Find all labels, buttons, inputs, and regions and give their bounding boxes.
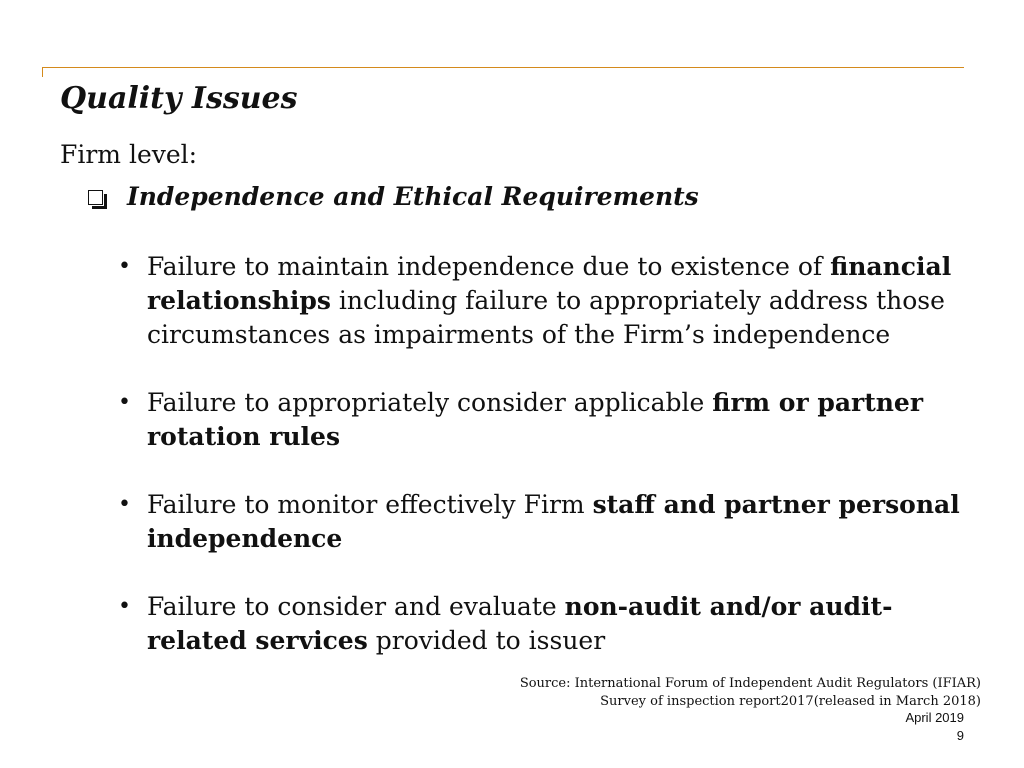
bullet-item (118, 250, 988, 352)
bullet-dot-icon: • (118, 254, 131, 279)
divider-corner-tick (42, 67, 43, 77)
bullet-text-part: Failure to monitor effectively Firm (147, 490, 593, 519)
title-divider-line (42, 67, 964, 68)
bullet-text-part: including failure to appropriately address those circumstances as impairments of the Firm’s independence (147, 286, 945, 349)
bullet-item (118, 590, 988, 658)
bullet-text-bold: non-audit and/or audit-related services (147, 592, 893, 655)
bullet-item (118, 386, 988, 454)
subheading-text: Independence and Ethical Requirements (127, 182, 699, 211)
bullet-dot-icon: • (118, 594, 131, 619)
subheading (88, 180, 699, 214)
source-line: Survey of inspection report2017(released in March 2018) (600, 694, 981, 709)
source-line: Source: International Forum of Independent Audit Regulators (IFIAR) (519, 676, 981, 691)
intro-label: Firm level: (60, 140, 198, 169)
bullet-text-part: provided to issuer (367, 626, 606, 655)
bullet-text-bold: firm or partner rotation rules (147, 388, 924, 451)
square-bullet-icon (88, 190, 103, 205)
bullet-text-part: Failure to appropriately consider applicable (147, 388, 713, 417)
bullet-text-bold: financial relationships (147, 252, 952, 315)
source-citation (520, 675, 981, 711)
bullet-text-part: Failure to consider and evaluate (147, 592, 565, 621)
bullet-text-part: Failure to maintain independence due to existence of (147, 252, 831, 281)
bullet-text-bold: staff and partner personal independence (147, 490, 960, 553)
bullet-dot-icon: • (118, 390, 131, 415)
bullet-dot-icon: • (118, 492, 131, 517)
footer-date: April 2019 (905, 710, 964, 725)
slide-title: Quality Issues (60, 81, 298, 116)
bullet-list (118, 250, 988, 692)
page-number: 9 (956, 728, 964, 743)
bullet-item (118, 488, 988, 556)
